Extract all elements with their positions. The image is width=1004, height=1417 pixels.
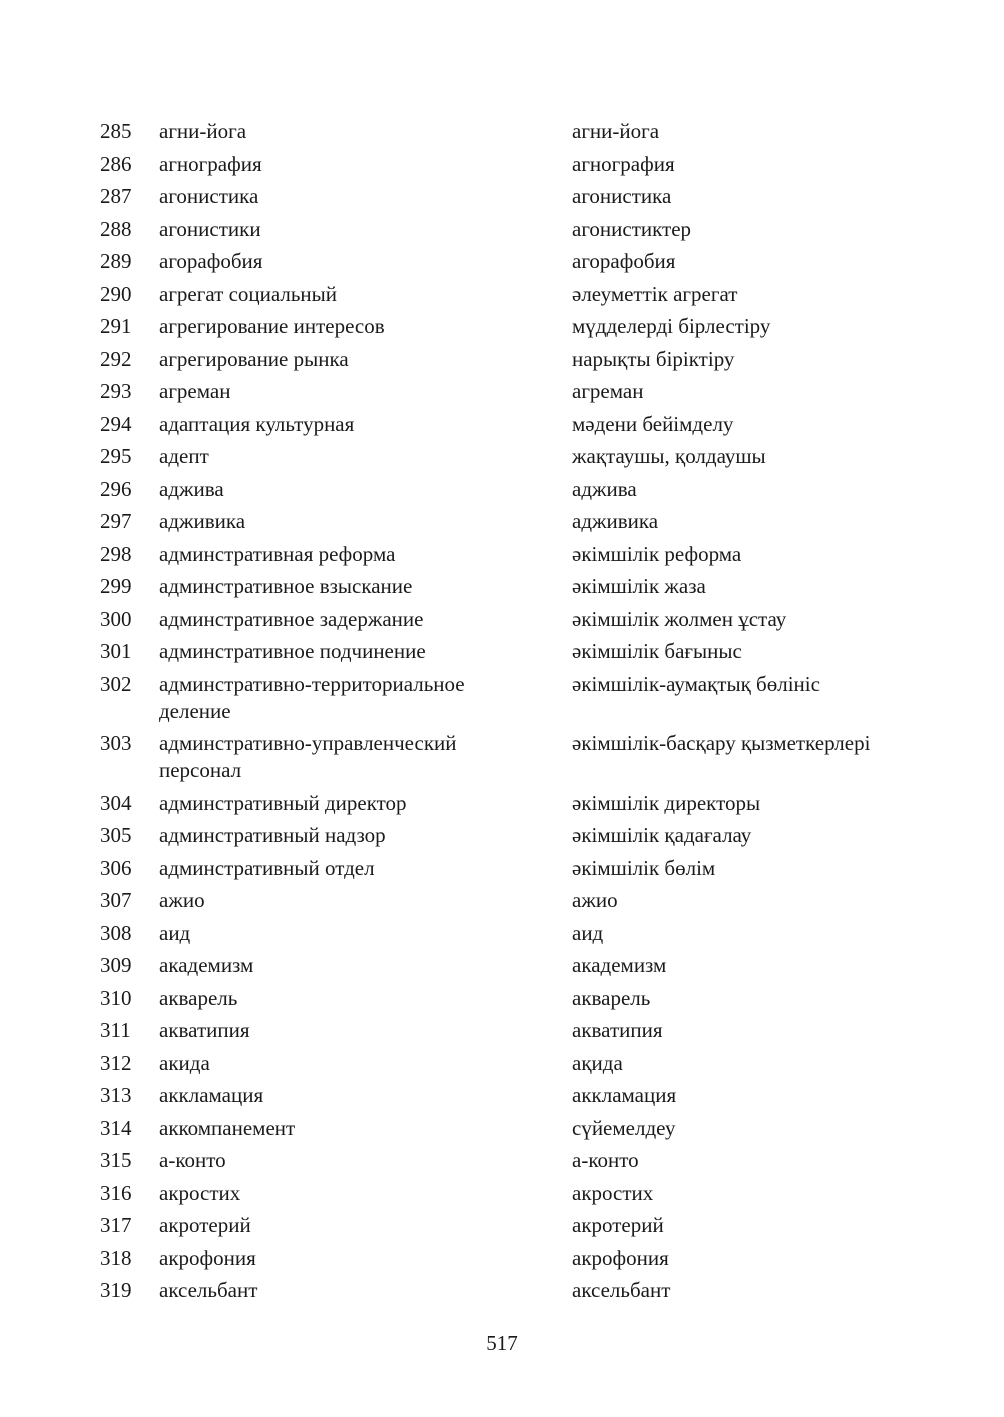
glossary-entry xyxy=(0,819,1004,852)
entry-number: 286 xyxy=(100,151,132,176)
russian-term: академизм xyxy=(159,953,254,977)
glossary-entry xyxy=(0,148,1004,181)
glossary-entry xyxy=(0,1274,1004,1307)
entry-number: 313 xyxy=(100,1083,132,1107)
entry-number: 307 xyxy=(100,888,132,912)
kazakh-term: агонистика xyxy=(572,184,672,208)
glossary-entry xyxy=(0,570,1004,603)
kazakh-term: әкімшілік жаза xyxy=(572,574,706,598)
kazakh-term: а-конто xyxy=(572,1148,639,1172)
glossary-entry xyxy=(0,1209,1004,1242)
russian-term: адаптация культурная xyxy=(159,411,355,436)
kazakh-term: аджива xyxy=(572,476,637,501)
russian-term: агреман xyxy=(159,379,231,403)
glossary-entry xyxy=(0,115,1004,148)
russian-term: админстративное подчинение xyxy=(159,639,426,663)
entry-number: 303 xyxy=(100,731,132,755)
glossary-entry xyxy=(0,787,1004,820)
russian-term: админстративный отдел xyxy=(159,855,375,880)
kazakh-term: әкімшілік бөлім xyxy=(572,855,716,880)
glossary-entry xyxy=(0,1047,1004,1080)
russian-term: адживика xyxy=(159,509,246,533)
entry-number: 294 xyxy=(100,411,132,436)
russian-term: агонистики xyxy=(159,216,261,241)
kazakh-term: сүйемелдеу xyxy=(572,1115,676,1140)
kazakh-term: әкімшілік-аумақтық бөлініс xyxy=(572,671,820,696)
russian-term: админстративный надзор xyxy=(159,823,386,847)
kazakh-term: академизм xyxy=(572,953,667,977)
kazakh-term: агни-йога xyxy=(572,119,660,143)
russian-term: акротерий xyxy=(159,1213,251,1237)
entry-number: 296 xyxy=(100,476,132,501)
russian-term: а-конто xyxy=(159,1148,226,1172)
kazakh-term: әкімшілік директоры xyxy=(572,790,761,815)
russian-term: ажио xyxy=(159,888,205,912)
glossary-entry xyxy=(0,310,1004,343)
entry-number: 312 xyxy=(100,1050,132,1075)
kazakh-term: адживика xyxy=(572,509,659,533)
glossary-entry xyxy=(0,408,1004,441)
entry-number: 301 xyxy=(100,639,132,663)
entry-number: 295 xyxy=(100,444,132,468)
kazakh-term: акварель xyxy=(572,985,651,1010)
glossary-entry xyxy=(0,982,1004,1015)
glossary-entry xyxy=(0,213,1004,246)
russian-term: адепт xyxy=(159,444,209,468)
glossary-entry xyxy=(0,245,1004,278)
glossary-entry xyxy=(0,603,1004,636)
glossary-entry xyxy=(0,949,1004,982)
russian-term: админстративный директор xyxy=(159,790,407,815)
entry-number: 298 xyxy=(100,541,132,566)
russian-term: агрегирование интересов xyxy=(159,314,385,338)
entry-number: 310 xyxy=(100,985,132,1010)
entry-number: 293 xyxy=(100,379,132,403)
entry-number: 299 xyxy=(100,574,132,598)
russian-term: аксельбант xyxy=(159,1278,258,1302)
entry-number: 297 xyxy=(100,509,132,533)
kazakh-term: ажио xyxy=(572,888,618,912)
glossary-entry xyxy=(0,1242,1004,1275)
entry-number: 302 xyxy=(100,671,132,696)
kazakh-term: жақтаушы, қолдаушы xyxy=(572,444,766,468)
glossary-entry xyxy=(0,727,1004,787)
kazakh-term: нарықты біріктіру xyxy=(572,346,735,371)
glossary-entry xyxy=(0,1112,1004,1145)
kazakh-term: аид xyxy=(572,920,604,945)
entry-number: 308 xyxy=(100,920,132,945)
entry-number: 290 xyxy=(100,281,132,306)
glossary-entry xyxy=(0,635,1004,668)
entry-number: 309 xyxy=(100,953,132,977)
entry-number: 319 xyxy=(100,1278,132,1302)
entry-number: 304 xyxy=(100,790,132,815)
glossary-entry xyxy=(0,440,1004,473)
russian-term: админстративное задержание xyxy=(159,606,424,631)
entry-number: 306 xyxy=(100,855,132,880)
glossary-entry xyxy=(0,884,1004,917)
glossary-entry xyxy=(0,473,1004,506)
russian-term: акватипия xyxy=(159,1018,250,1042)
kazakh-term: әкімшілік қадағалау xyxy=(572,823,752,847)
page-number: 517 xyxy=(486,1331,518,1355)
russian-term: аджива xyxy=(159,476,224,501)
entry-number: 318 xyxy=(100,1245,132,1270)
glossary-entry xyxy=(0,343,1004,376)
kazakh-term: агнография xyxy=(572,151,675,176)
russian-term: админстративное взыскание xyxy=(159,574,413,598)
kazakh-term: әкімшілік бағыныс xyxy=(572,639,742,663)
russian-term: аккламация xyxy=(159,1083,264,1107)
entry-number: 316 xyxy=(100,1180,132,1205)
kazakh-term: агонистиктер xyxy=(572,216,692,241)
glossary-entry xyxy=(0,1079,1004,1112)
russian-term: агрегирование рынка xyxy=(159,346,349,371)
russian-term: аид xyxy=(159,920,191,945)
glossary-entry xyxy=(0,180,1004,213)
russian-term: админстративная реформа xyxy=(159,541,396,566)
kazakh-term: акрофония xyxy=(572,1245,669,1270)
entry-number: 288 xyxy=(100,216,132,241)
kazakh-term: акростих xyxy=(572,1180,654,1205)
glossary-entry xyxy=(0,505,1004,538)
kazakh-term: ақида xyxy=(572,1050,623,1075)
russian-term: акростих xyxy=(159,1180,241,1205)
russian-term: агорафобия xyxy=(159,249,263,273)
kazakh-term: агорафобия xyxy=(572,249,676,273)
russian-term: акрофония xyxy=(159,1245,256,1270)
kazakh-term: агреман xyxy=(572,379,644,403)
kazakh-term: әкімшілік жолмен ұстау xyxy=(572,606,787,631)
entry-number: 314 xyxy=(100,1115,132,1140)
kazakh-term: әкімшілік реформа xyxy=(572,541,742,566)
glossary-list xyxy=(0,115,1004,1307)
entry-number: 300 xyxy=(100,606,132,631)
kazakh-term: мәдени бейімделу xyxy=(572,411,734,436)
entry-number: 291 xyxy=(100,314,132,338)
kazakh-term: әлеуметтік агрегат xyxy=(572,281,738,306)
russian-term: акида xyxy=(159,1050,210,1075)
glossary-entry xyxy=(0,668,1004,728)
glossary-entry xyxy=(0,1014,1004,1047)
kazakh-term: акватипия xyxy=(572,1018,663,1042)
entry-number: 311 xyxy=(100,1018,131,1042)
entry-number: 292 xyxy=(100,346,132,371)
glossary-entry xyxy=(0,375,1004,408)
entry-number: 289 xyxy=(100,249,132,273)
russian-term: агонистика xyxy=(159,184,259,208)
glossary-entry xyxy=(0,1177,1004,1210)
russian-term: акварель xyxy=(159,985,238,1010)
russian-term: админстративно-управленческий персонал xyxy=(159,731,457,782)
glossary-entry xyxy=(0,852,1004,885)
entry-number: 317 xyxy=(100,1213,132,1237)
kazakh-term: әкімшілік-басқару қызметкерлері xyxy=(572,731,871,755)
russian-term: агни-йога xyxy=(159,119,247,143)
russian-term: админстративно-территориальное деление xyxy=(159,671,465,723)
glossary-entry xyxy=(0,1144,1004,1177)
kazakh-term: мүдделерді бірлестіру xyxy=(572,314,771,338)
kazakh-term: акротерий xyxy=(572,1213,664,1237)
entry-number: 285 xyxy=(100,119,132,143)
russian-term: аккомпанемент xyxy=(159,1115,296,1140)
glossary-entry xyxy=(0,538,1004,571)
entry-number: 287 xyxy=(100,184,132,208)
entry-number: 315 xyxy=(100,1148,132,1172)
kazakh-term: аккламация xyxy=(572,1083,677,1107)
glossary-entry xyxy=(0,278,1004,311)
russian-term: агнография xyxy=(159,151,262,176)
kazakh-term: аксельбант xyxy=(572,1278,671,1302)
entry-number: 305 xyxy=(100,823,132,847)
glossary-entry xyxy=(0,917,1004,950)
russian-term: агрегат социальный xyxy=(159,281,338,306)
